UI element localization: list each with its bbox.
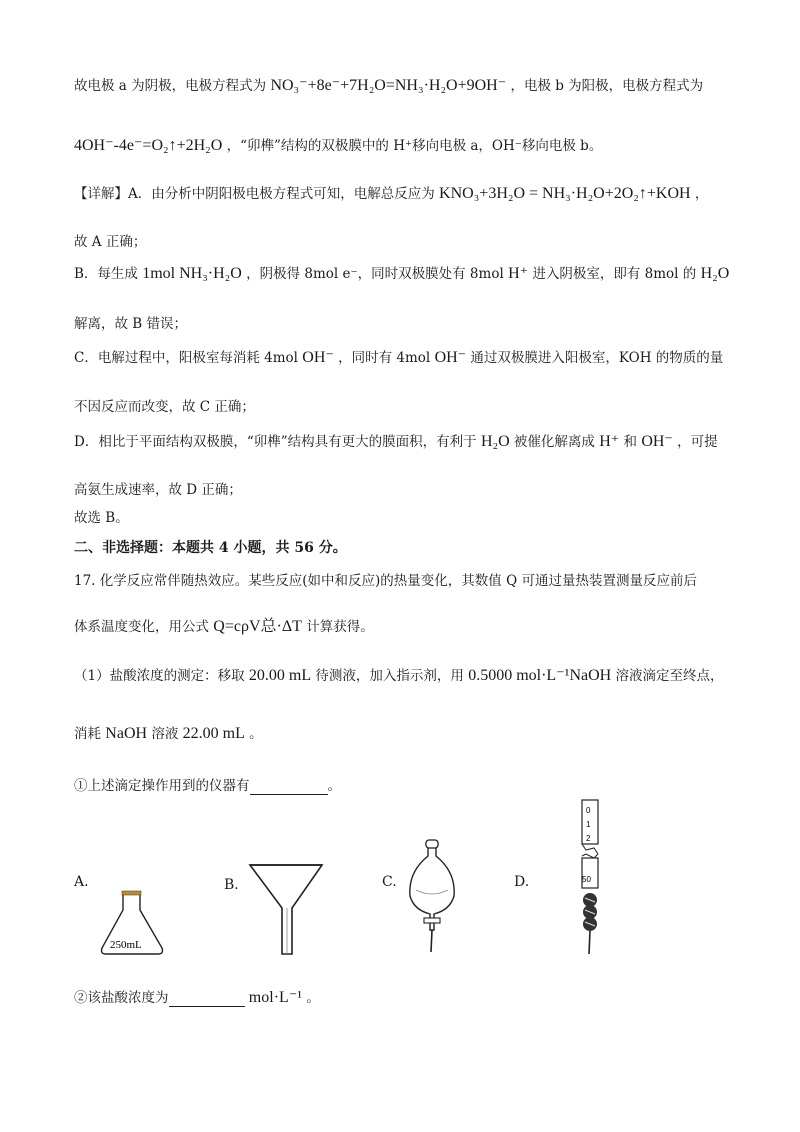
formula: NaOH xyxy=(105,725,148,742)
text: 待测液，加入指示剂，用 xyxy=(315,668,464,684)
cathode-equation: NO₃⁻+8e⁻+7H₂O=NH₃·H₂O+9OH⁻ xyxy=(270,77,507,94)
text-line-7 xyxy=(74,346,723,367)
formula: 1mol NH₃·H₂O xyxy=(142,265,242,282)
formula: H⁺ xyxy=(599,433,620,450)
text: ②该盐酸浓度为 xyxy=(74,990,169,1006)
concentration: 0.5000 mol·L⁻¹NaOH xyxy=(468,667,612,684)
heat-formula: Q=cρV总·ΔT xyxy=(213,618,302,635)
text: 。 xyxy=(327,778,341,794)
formula: OH⁻ xyxy=(641,433,673,450)
part-1-line-1 xyxy=(74,664,724,685)
text: D．相比于平面结构双极膜，“卯榫”结构具有更大的膜面积，有利于 xyxy=(74,434,477,450)
separatory-funnel-icon xyxy=(404,838,460,956)
burette-icon xyxy=(576,798,604,958)
text-line-3 xyxy=(74,182,708,203)
burette-mark: 50 xyxy=(582,875,591,884)
text: 被催化解离成 xyxy=(513,434,595,450)
formula: OH⁻ xyxy=(302,349,334,366)
text-line-1 xyxy=(74,74,703,95)
conical-flask-icon xyxy=(96,888,168,960)
answer-blank[interactable] xyxy=(169,990,245,1007)
text: 消耗 xyxy=(74,726,101,742)
text: 通过双极膜进入阳极室，KOH 的物质的量 xyxy=(470,350,724,366)
total-reaction-equation: KNO₃+3H₂O = NH₃·H₂O+2O₂↑+KOH xyxy=(439,185,691,202)
text: ，电极 b 为阳极，电极方程式为 xyxy=(510,78,704,94)
section-heading: 二、非选择题：本题共 4 小题，共 56 分。 xyxy=(74,540,347,556)
question-17-line-2 xyxy=(74,613,374,636)
funnel-icon xyxy=(246,862,328,958)
burette-mark: 2 xyxy=(586,834,591,843)
text: B．每生成 xyxy=(74,266,138,282)
option-a-label: A. xyxy=(74,874,89,890)
text: 溶液滴定至终点， xyxy=(615,668,724,684)
question-17-line-1: 17. 化学反应常伴随热效应。某些反应(如中和反应)的热量变化，其数值 Q 可通过量热装置测量反应前后 xyxy=(74,573,697,589)
sub-question-1 xyxy=(74,774,341,795)
text-line-9 xyxy=(74,430,718,451)
text: 和 xyxy=(623,434,638,450)
text: ，“卯榫”结构的双极膜中的 H⁺移向电极 a，OH⁻移向电极 b。 xyxy=(226,138,603,154)
text: 溶液 xyxy=(151,726,179,742)
part-1-line-2 xyxy=(74,722,263,743)
text: ，可提 xyxy=(677,434,718,450)
text: 进入阴极室，即有 8mol 的 xyxy=(532,266,697,282)
formula: OH⁻ xyxy=(434,349,467,366)
formula: H₂O xyxy=(480,433,510,450)
text: 故电极 a 为阴极，电极方程式为 xyxy=(74,78,267,94)
text: 【详解】A．由分析中阴阳极电极方程式可知，电解总反应为 xyxy=(74,186,435,202)
text-line-5 xyxy=(74,262,729,283)
formula: H₂O xyxy=(700,265,730,282)
sub-question-2 xyxy=(74,986,320,1007)
burette-mark: 1 xyxy=(586,820,591,829)
text: （1）盐酸浓度的测定：移取 xyxy=(74,668,245,684)
text: 。 xyxy=(249,726,263,742)
text-line-4: 故 A 正确； xyxy=(74,234,147,250)
volume: 20.00 mL xyxy=(248,667,312,684)
option-c-label: C. xyxy=(382,874,397,890)
text: ，同时有 4mol xyxy=(338,350,431,366)
anode-equation: 4OH⁻-4e⁻=O₂↑+2H₂O xyxy=(74,137,223,154)
text-line-10: 高氨生成速率，故 D 正确； xyxy=(74,482,242,498)
text-line-2 xyxy=(74,134,602,155)
text: C．电解过程中，阳极室每消耗 4mol xyxy=(74,350,298,366)
formula: H⁺ xyxy=(508,265,529,282)
unit: mol·L⁻¹ xyxy=(248,989,303,1006)
text-line-8: 不因反应而改变，故 C 正确； xyxy=(74,399,255,415)
text: 体系温度变化，用公式 xyxy=(74,619,209,635)
option-d-label: D. xyxy=(514,874,530,890)
volume: 22.00 mL xyxy=(182,725,245,742)
option-b-label: B． xyxy=(224,877,249,893)
answer-blank[interactable] xyxy=(250,778,328,795)
text: ①上述滴定操作用到的仪器有 xyxy=(74,778,250,794)
text-line-11: 故选 B。 xyxy=(74,510,129,526)
text: 计算获得。 xyxy=(306,619,374,635)
text: ， xyxy=(694,186,709,202)
text: 。 xyxy=(306,990,320,1006)
text-line-6: 解离，故 B 错误； xyxy=(74,316,188,332)
flask-label: 250mL xyxy=(110,939,142,951)
text: ，阴极得 8mol e⁻，同时双极膜处有 8mol xyxy=(246,266,504,282)
burette-mark: 0 xyxy=(586,806,591,815)
